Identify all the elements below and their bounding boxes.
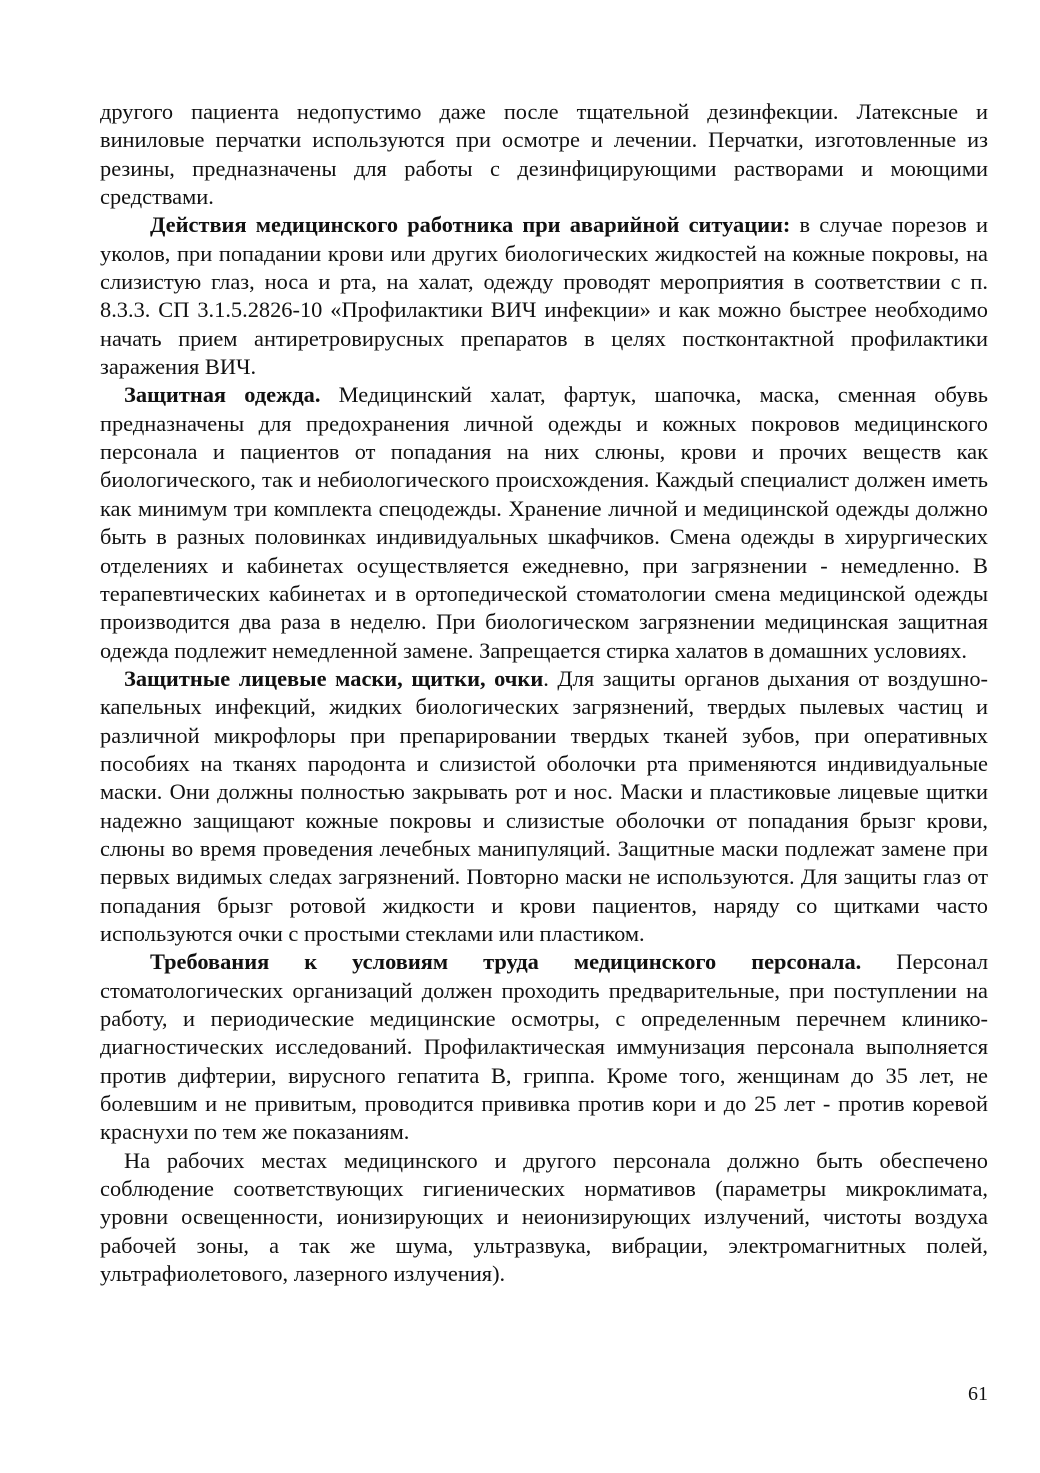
paragraph-workplace-hygiene [100,1147,988,1289]
page-number: 61 [968,1383,988,1405]
paragraph-text: . Для защиты органов дыхания от воздушно-капельных инфекций, жидких биологических загрязнений, твердых пылевых частиц и различной микрофлоры при препарировании твердых тканей зубов, при оперативных пособиях на тканях пародонта и слизистой оболочки рта применяются индивидуальные маски. Они должны полностью закрывать рот и нос. Маски и пластиковые лицевые щитки надежно защищают кожные покровы и слизистые оболочки от попадания брызг крови, слюны во время проведения лечебных манипуляций. Защитные маски подлежат замене при первых видимых следах загрязнений. Повторно маски не используются. Для защиты глаз от попадания брызг ротовой жидкости и крови пациентов, наряду со щитками часто используются очки с простыми стеклами или пластиком. [100,665,988,946]
paragraph-work-requirements [100,948,988,1146]
paragraph-heading: Защитные лицевые маски, щитки, очки [124,665,544,691]
paragraph-protective-clothing [100,381,988,664]
paragraph-text: в случае порезов и уколов, при попадании крови или других биологических жидкостей на кожные покровы, на слизистую глаз, носа и рта, на халат, одежду проводят мероприятия в соответствии с п. 8.3.3. СП 3.1.5.2826-10 «Профилактики ВИЧ инфекции» и как можно быстрее необходимо начать прием антиретровирусных препаратов в целях постконтактной профилактики заражения ВИЧ. [100,212,988,380]
paragraph-heading: Действия медицинского работника при аварийной ситуации: [150,212,791,238]
paragraph-text: На рабочих местах медицинского и другого персонала должно быть обеспечено соблюдение соответствующих гигиенических нормативов (параметры микроклимата, уровни освещенности, ионизирующих и неионизирующих излучений, чистоты воздуха рабочей зоны, а так же шума, ультразвука, вибрации, электромагнитных полей, ультрафиолетового, лазерного излучения). [100,1147,988,1287]
paragraph-text: Медицинский халат, фартук, шапочка, маска, сменная обувь предназначены для предохранения личной одежды и кожных покровов медицинского персонала и пациентов от попадания на них слюны, крови и прочих веществ как биологического, так и небиологического происхождения. Каждый специалист должен иметь как минимум три комплекта спецодежды. Хранение личной и медицинской одежды должно быть в разных половинках индивидуальных шкафчиков. Смена одежды в хирургических отделениях и кабинетах осуществляется ежедневно, при загрязнении - немедленно. В терапевтических кабинетах и в ортопедической стоматологии смена медицинской одежды производится два раза в неделю. При биологическом загрязнении медицинская защитная одежда подлежит немедленной замене. Запрещается стирка халатов в домашних условиях. [100,382,988,663]
paragraph-gloves [100,98,988,211]
paragraph-heading: Требования к условиям труда медицинского персонала. [150,949,862,975]
paragraph-emergency [100,211,988,381]
paragraph-face-masks [100,665,988,948]
paragraph-heading: Защитная одежда. [124,382,321,408]
paragraph-text: Персонал стоматологических организаций должен проходить предварительные, при поступлении на работу, и периодические медицинские осмотры, с определенным перечнем клинико-диагностических исследований. Профилактическая иммунизация персонала выполняется против дифтерии, вирусного гепатита В, гриппа. Кроме того, женщинам до 35 лет, не болевшим и не привитым, проводится прививка против кори и до 25 лет - против коревой краснухи по тем же показаниям. [100,949,989,1145]
paragraph-text: другого пациента недопустимо даже после тщательной дезинфекции. Латексные и виниловые перчатки используются при осмотре и лечении. Перчатки, изготовленные из резины, предназначены для работы с дезинфицирующими растворами и моющими средствами. [100,99,988,210]
